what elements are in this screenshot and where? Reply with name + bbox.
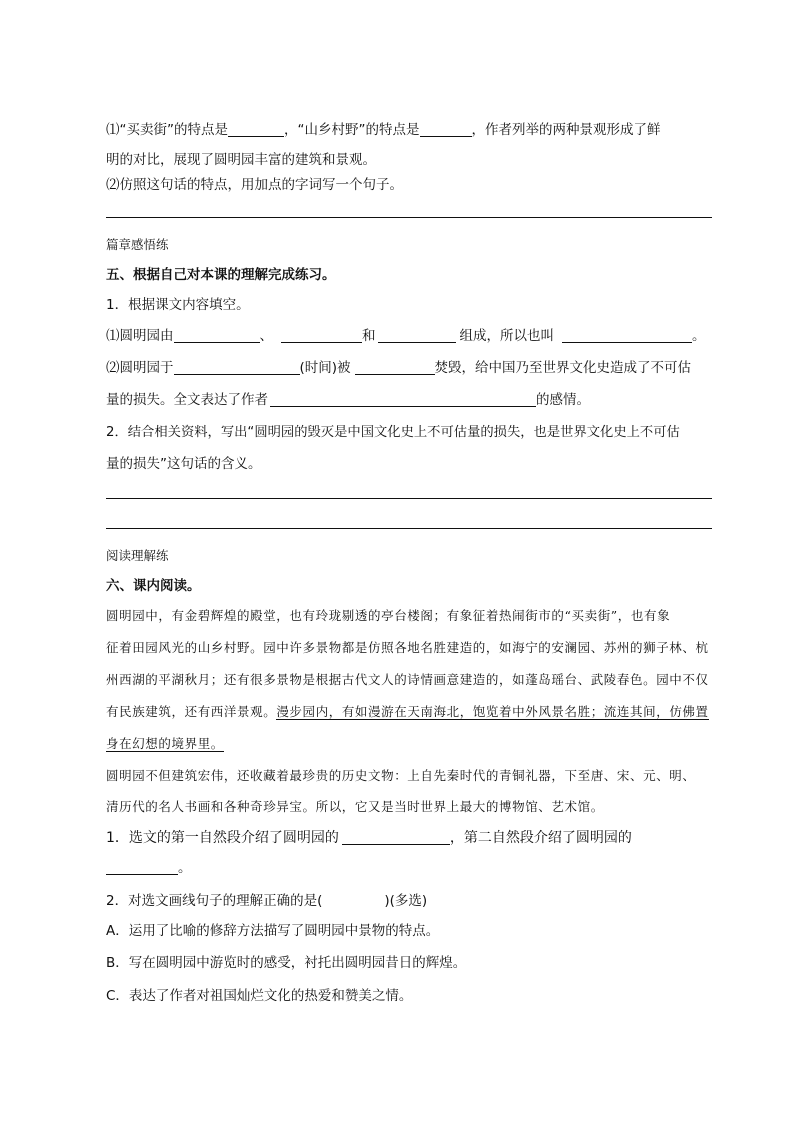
reading-q2-line: [106, 891, 427, 911]
fill2-line2: [106, 390, 590, 410]
fill2-line2-text-a: 量的损失。全文表达了作者: [106, 392, 268, 408]
answer-line[interactable]: [106, 528, 712, 529]
passage-text: 有民族建筑，还有西洋景观。: [106, 704, 277, 719]
passage-line: [106, 734, 224, 754]
fill1-blank-3[interactable]: [378, 328, 456, 343]
reading-q1-line: [106, 828, 632, 848]
underlined-sentence: 漫步园内，有如漫游在天南海北，饱览着中外风景名胜；流连其间，仿佛置: [276, 704, 709, 719]
fill2-text-a: ⑵圆明园于: [106, 360, 174, 376]
passage-line: 州西湖的平湖秋月；还有很多景物是根据古代文人的诗情画意建造的，如蓬岛瑶台、武陵春色。园中不仅: [106, 672, 709, 687]
reading-q1-end: 。: [178, 860, 192, 876]
option-b: B．写在圆明园中游览时的感受，衬托出圆明园昔日的辉煌。: [106, 955, 467, 971]
reading-q2-text-b: )(多选): [384, 893, 428, 909]
section-title: 六、课内阅读。: [106, 578, 201, 594]
q1-text-b: ，“山乡村野”的特点是: [284, 122, 420, 138]
reading-q2-text-a: 2．对选文画线句子的理解正确的是(: [106, 893, 323, 909]
fill1-text-b: 、: [259, 328, 273, 344]
answer-line[interactable]: [106, 498, 712, 499]
fill2-text-c: 焚毁，给中国乃至世界文化史造成了不可估: [434, 360, 692, 376]
fill1-text-d: 组成，所以也叫: [459, 328, 554, 344]
fill2-line: [106, 358, 691, 378]
fill2-text-b: (时间)被: [299, 360, 351, 376]
passage-line: 征着田园风光的山乡村野。园中许多景物都是仿照各地名胜建造的，如海宁的安澜园、苏州的狮子林、杭: [106, 640, 709, 655]
answer-line[interactable]: [106, 217, 712, 218]
item1-label: 1．根据课文内容填空。: [106, 297, 250, 313]
passage-line: 圆明园不但建筑宏伟，还收藏着最珍贵的历史文物：上自先秦时代的青铜礼器，下至唐、宋、元、明、: [106, 768, 696, 783]
fill1-text-a: ⑴圆明园由: [106, 328, 174, 344]
fill2-blank-1[interactable]: [174, 360, 300, 375]
section-title: 五、根据自己对本课的理解完成练习。: [106, 267, 336, 283]
fill2-blank-2[interactable]: [355, 360, 435, 375]
q1-line1: [106, 120, 661, 140]
passage-line: 圆明园中，有金碧辉煌的殿堂，也有玲珑剔透的亭台楼阁；有象征着热闹街市的“买卖街”，也有象: [106, 608, 671, 623]
option-a: A．运用了比喻的修辞方法描写了圆明园中景物的特点。: [106, 923, 440, 939]
q1-text-a: ⑴“买卖街”的特点是: [106, 122, 228, 138]
section-heading: 篇章感悟练: [106, 237, 169, 252]
reading-q1-text-a: 1．选文的第一自然段介绍了圆明园的: [106, 830, 339, 846]
passage-line: [106, 702, 709, 722]
reading-q1-text-b: ，第二自然段介绍了圆明园的: [449, 830, 632, 846]
fill1-text-c: 和: [362, 328, 376, 344]
passage-line: 清历代的名人书画和各种奇珍异宝。所以，它又是当时世界上最大的博物馆、艺术馆。: [106, 799, 604, 814]
reading-q1-line2: [106, 858, 192, 878]
q1-text-c: ，作者列举的两种景观形成了鲜: [471, 122, 661, 138]
fill2-blank-3[interactable]: [270, 392, 536, 407]
option-c: C．表达了作者对祖国灿烂文化的热爱和赞美之情。: [106, 988, 413, 1004]
q1-line3: ⑵仿照这句话的特点，用加点的字词写一个句子。: [106, 177, 403, 193]
fill1-blank-1[interactable]: [174, 328, 260, 343]
section-heading: 阅读理解练: [106, 548, 169, 563]
q1-line2: 明的对比，展现了圆明园丰富的建筑和景观。: [106, 152, 376, 168]
item2-line2: 量的损失”这句话的含义。: [106, 456, 262, 472]
reading-q1-blank-2[interactable]: [106, 860, 178, 875]
fill1-text-e: 。: [692, 328, 706, 344]
fill1-blank-2[interactable]: [281, 328, 362, 343]
reading-q1-blank-1[interactable]: [342, 830, 450, 845]
q1-blank-1[interactable]: [228, 122, 284, 137]
fill1-blank-4[interactable]: [562, 328, 692, 343]
underlined-sentence: 身在幻想的境界里。: [106, 736, 224, 751]
fill1-line: [106, 326, 706, 346]
fill2-line2-text-b: 的感情。: [536, 392, 590, 408]
q1-blank-2[interactable]: [420, 122, 472, 137]
item2-line1: 2．结合相关资料，写出“圆明园的毁灭是中国文化史上不可估量的损失，也是世界文化史上不可估: [106, 425, 680, 440]
